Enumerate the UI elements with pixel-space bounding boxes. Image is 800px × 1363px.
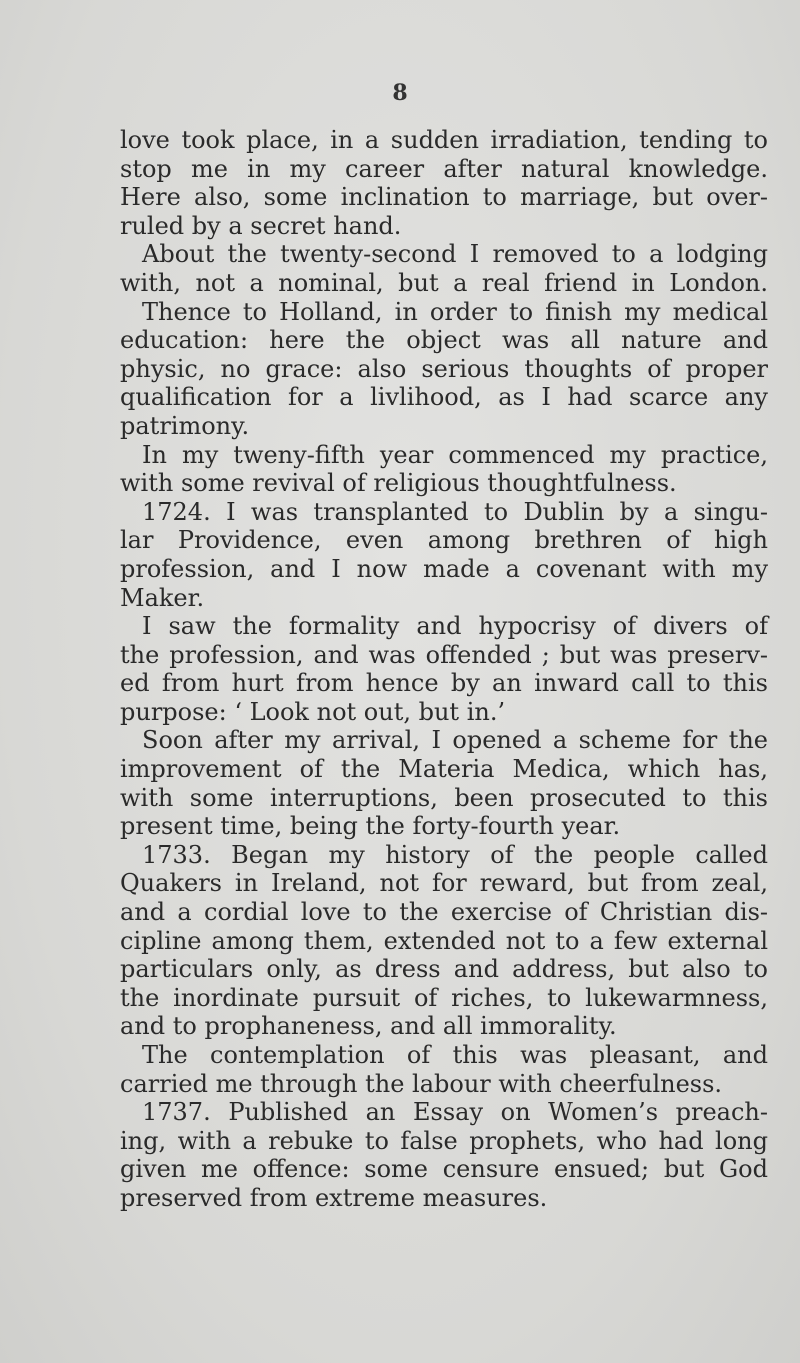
text-line: the profession, and was offended ; but was preserv- bbox=[120, 640, 768, 669]
text-line: qualification for a livlihood, as I had scarce any bbox=[120, 383, 768, 412]
text-line: patrimony. bbox=[120, 411, 250, 440]
text-line: with some revival of religious thoughtfulness. bbox=[120, 469, 677, 498]
text-line: ruled by a secret hand. bbox=[120, 211, 402, 240]
body-text bbox=[120, 126, 768, 1213]
text-line: and a cordial love to the exercise of Christian dis- bbox=[120, 898, 768, 927]
text-line: cipline among them, extended not to a few external bbox=[120, 926, 768, 955]
text-line: purpose: ‘ Look not out, but in.’ bbox=[120, 697, 506, 726]
text-line: ed from hurt from hence by an inward call to this bbox=[120, 669, 768, 698]
text-line: Soon after my arrival, I opened a scheme for the bbox=[142, 726, 768, 755]
text-line: physic, no grace: also serious thoughts of proper bbox=[120, 354, 768, 383]
text-line: In my tweny-fifth year commenced my practice, bbox=[142, 440, 768, 469]
text-line: lar Providence, even among brethren of high bbox=[120, 526, 768, 555]
text-line: About the twenty-second I removed to a lodging bbox=[142, 240, 768, 269]
text-line: Thence to Holland, in order to finish my medical bbox=[142, 297, 768, 326]
text-line: Here also, some inclination to marriage, but over- bbox=[120, 183, 768, 212]
text-line: profession, and I now made a covenant with my bbox=[120, 554, 768, 583]
text-line: ing, with a rebuke to false prophets, who had long bbox=[120, 1126, 768, 1155]
text-line: preserved from extreme measures. bbox=[120, 1183, 548, 1212]
text-line: stop me in my career after natural knowledge. bbox=[120, 154, 768, 183]
text-line: I saw the formality and hypocrisy of divers of bbox=[142, 612, 768, 641]
text-line: love took place, in a sudden irradiation, tending to bbox=[120, 126, 768, 154]
text-line: 1724. I was transplanted to Dublin by a singu- bbox=[142, 497, 768, 526]
page-number: 8 bbox=[392, 80, 408, 106]
text-line: with, not a nominal, but a real friend in London. bbox=[120, 268, 768, 297]
text-line: particulars only, as dress and address, but also to bbox=[120, 955, 768, 984]
text-line: 1733. Began my history of the people called bbox=[142, 840, 768, 869]
text-line: carried me through the labour with cheerfulness. bbox=[120, 1069, 723, 1098]
text-line: improvement of the Materia Medica, which has, bbox=[120, 755, 768, 784]
text-line: education: here the object was all nature and bbox=[120, 326, 768, 355]
text-line: The contemplation of this was pleasant, and bbox=[142, 1041, 768, 1069]
text-line: Maker. bbox=[120, 583, 205, 612]
text-line: given me offence: some censure ensued; but God bbox=[120, 1155, 768, 1184]
text-line: with some interruptions, been prosecuted to this bbox=[120, 783, 768, 812]
text-line: present time, being the forty-fourth year. bbox=[120, 812, 621, 841]
text-line: and to prophaneness, and all immorality. bbox=[120, 1012, 617, 1041]
text-line: Quakers in Ireland, not for reward, but from zeal, bbox=[120, 869, 768, 898]
text-line: the inordinate pursuit of riches, to lukewarmness, bbox=[120, 983, 768, 1012]
text-line: 1737. Published an Essay on Women’s preach- bbox=[142, 1098, 768, 1127]
